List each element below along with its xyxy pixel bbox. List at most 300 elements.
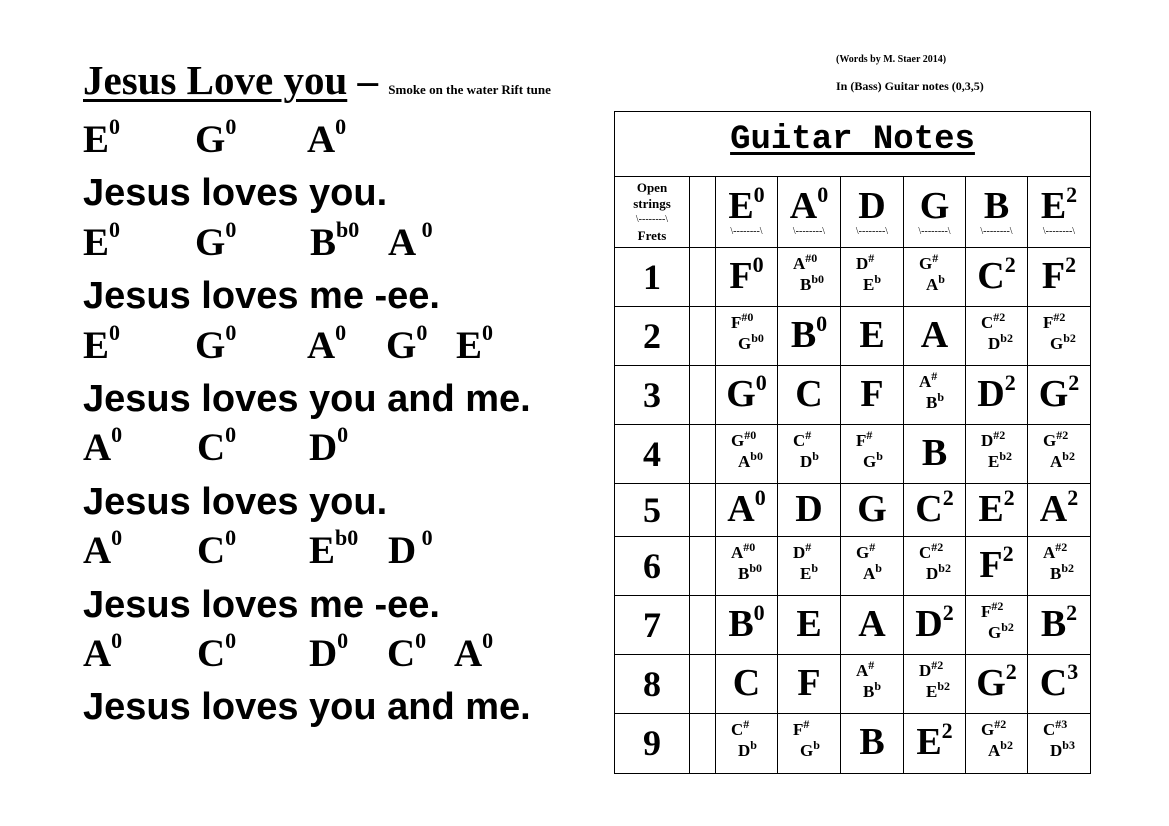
table-cell [778, 484, 841, 536]
fret-note-mark: 2 [1067, 484, 1079, 510]
lyric-line: Jesus loves you. [83, 480, 388, 523]
table-cell [778, 176, 841, 247]
table-cell [690, 537, 716, 595]
chord-letter: D [388, 529, 417, 573]
table-cell [904, 714, 966, 773]
flat-note-letter: E [988, 451, 1000, 471]
open-label-line: strings [633, 196, 671, 211]
sharp-note-letter: A [856, 660, 869, 680]
sharp-note-letter: F [856, 430, 867, 450]
flat-note [926, 389, 945, 413]
fret-note [904, 599, 965, 646]
sharp-note-mark: #2 [1055, 539, 1068, 554]
fret-row [615, 248, 1090, 307]
fret-note-letter: A [858, 602, 886, 645]
fret-divider-text: \--------\ [730, 226, 763, 237]
fret-note [904, 313, 965, 357]
sharp-note-letter: G [981, 719, 995, 739]
fret-note [778, 602, 840, 646]
chord-letter: A [83, 426, 112, 470]
table-cell [778, 655, 841, 713]
open-strings-frets-label [615, 180, 689, 244]
sharp-note [919, 250, 939, 274]
table-title: Guitar Notes [730, 121, 975, 159]
chord [195, 319, 237, 368]
sharp-note-letter: G [856, 542, 870, 562]
table-cell [966, 307, 1028, 365]
chord [388, 525, 433, 573]
table-cell [615, 714, 690, 773]
chord-mark: 0 [109, 216, 121, 242]
sharp-note-letter: F [731, 312, 742, 332]
table-cell [966, 425, 1028, 483]
chord [310, 216, 360, 265]
chord-mark: 0 [225, 422, 237, 448]
table-cell [778, 248, 841, 306]
flat-note-letter: B [926, 392, 938, 412]
open-string-letter: G [919, 185, 950, 227]
fret-note [778, 310, 840, 357]
flat-note-mark: b2 [938, 560, 951, 575]
chord [83, 627, 123, 676]
chord-letter: C [197, 529, 226, 573]
open-string-letter: A [789, 185, 818, 227]
flat-note-mark: b2 [1000, 737, 1013, 752]
flat-note [800, 448, 819, 472]
chord-mark: 0 [111, 627, 123, 653]
lyric-line: Jesus loves you and me. [83, 377, 531, 420]
table-cell [716, 537, 778, 595]
open-string-mark: 2 [1066, 182, 1078, 207]
flat-note-mark: b2 [1001, 619, 1014, 634]
table-cell [615, 425, 690, 483]
fret-note-letter: C [795, 372, 823, 415]
flat-note [738, 330, 764, 354]
fret-note-letter: G [1038, 372, 1069, 415]
table-cell [966, 714, 1028, 773]
open-string-mark: 0 [817, 182, 829, 207]
fret-note-letter: B [790, 313, 817, 356]
flat-note [988, 619, 1014, 643]
chord-mark: 0 [335, 319, 347, 345]
table-cell [690, 655, 716, 713]
flat-note-letter: G [800, 740, 814, 760]
table-cell [904, 537, 966, 595]
fret-note-letter: B [859, 720, 885, 763]
table-cell [1028, 248, 1090, 306]
sharp-note [731, 539, 756, 563]
flat-note [863, 448, 883, 472]
fret-note [966, 369, 1027, 416]
table-cell [615, 537, 690, 595]
flat-note-letter: E [926, 681, 938, 701]
fret-row [615, 655, 1090, 714]
chord-mark: 0 [416, 216, 433, 242]
fret-note [966, 540, 1027, 587]
fret-note [778, 487, 840, 531]
sharp-note-letter: F [1043, 312, 1054, 332]
chord-line [83, 319, 603, 374]
flat-note-mark: b [937, 389, 945, 404]
table-cell [1028, 596, 1090, 654]
table-cell [1028, 714, 1090, 773]
fret-note-letter: F [729, 254, 753, 297]
table-cell [690, 714, 716, 773]
table-cell [966, 484, 1028, 536]
flat-note-letter: A [863, 563, 876, 583]
fret-note-mark: 2 [942, 484, 954, 510]
sharp-note-mark: # [743, 716, 750, 731]
fret-note-mark: 2 [1002, 540, 1014, 566]
fret-note-letter: E [916, 720, 942, 763]
chord-mark: 0 [416, 319, 428, 345]
table-cell [778, 307, 841, 365]
fret-divider-text: \--------\ [792, 226, 826, 237]
table-cell [716, 307, 778, 365]
table-cell [716, 425, 778, 483]
sharp-note [981, 309, 1006, 333]
lyric-line: Jesus loves me -ee. [83, 275, 440, 318]
chord-letter: G [386, 323, 417, 367]
fret-note-mark: 0 [816, 310, 828, 336]
flat-note-letter: A [988, 740, 1001, 760]
sharp-note-mark: #0 [805, 250, 818, 265]
table-cell [841, 537, 904, 595]
table-cell [716, 176, 778, 247]
fret-note-mark: 0 [754, 484, 766, 510]
flat-note-letter: G [738, 333, 752, 353]
fret-note [841, 720, 903, 764]
table-cell [690, 248, 716, 306]
fret-note [841, 487, 903, 531]
chord [386, 319, 428, 368]
flat-note-mark: b0 [750, 448, 763, 463]
table-cell [841, 248, 904, 306]
flat-note-letter: G [863, 451, 877, 471]
fret-note-mark: 0 [755, 369, 767, 395]
chord-mark: 0 [111, 525, 123, 551]
chord [197, 422, 237, 470]
flat-note [1050, 330, 1076, 354]
chord-letter: E [83, 220, 110, 264]
chord-mark: 0 [225, 627, 237, 653]
table-cell [778, 425, 841, 483]
table-cell [615, 655, 690, 713]
chord-line [83, 422, 603, 476]
table-cell [904, 655, 966, 713]
fret-note-letter: A [920, 313, 949, 356]
flat-note-letter: D [1050, 740, 1063, 760]
flat-note-letter: D [800, 451, 813, 471]
flat-note [863, 271, 882, 295]
open-string-mark: 0 [753, 182, 765, 207]
sharp-note [919, 539, 944, 563]
flat-note-letter: A [926, 274, 939, 294]
sharp-note [856, 657, 875, 681]
flat-note [926, 678, 951, 702]
flat-note [926, 271, 945, 295]
table-header-row [615, 176, 1090, 248]
lyric-line: Jesus loves you. [83, 172, 388, 215]
chord-mark: 0 [225, 114, 237, 139]
table-cell [1028, 484, 1090, 536]
chord [309, 525, 359, 573]
sharp-note [731, 716, 750, 740]
sharp-note [919, 368, 938, 392]
open-string-note [716, 184, 777, 228]
table-cell [778, 596, 841, 654]
chord-mark: 0 [482, 627, 494, 653]
fret-number: 4 [643, 433, 661, 474]
fret-note [778, 661, 840, 705]
chord-line [83, 627, 603, 682]
sharp-note-mark: #0 [741, 309, 754, 324]
fret-row [615, 596, 1090, 655]
sharp-note-letter: G [1043, 430, 1057, 450]
sharp-note-mark: #2 [993, 427, 1006, 442]
fret-note-letter: C [915, 487, 943, 530]
fret-note-mark: 2 [1066, 599, 1078, 625]
sharp-note-letter: A [731, 542, 744, 562]
fret-note [1028, 599, 1090, 646]
fret-note-mark: 2 [1065, 251, 1077, 277]
flat-note-mark: b2 [1062, 448, 1075, 463]
fret-number: 8 [643, 663, 661, 704]
chord [307, 319, 347, 368]
sharp-note-mark: # [868, 657, 875, 672]
table-cell [615, 484, 690, 536]
fret-row [615, 714, 1090, 773]
fret-note-letter: F [979, 543, 1003, 586]
table-cell [904, 484, 966, 536]
chord [83, 422, 123, 470]
table-cell [966, 655, 1028, 713]
sharp-note-mark: #2 [994, 716, 1007, 731]
table-cell [841, 655, 904, 713]
fret-note-letter: E [859, 313, 885, 356]
table-cell [1028, 366, 1090, 424]
flat-note-mark: b0 [749, 560, 763, 575]
fret-note-letter: F [1041, 254, 1066, 297]
fret-note [716, 251, 777, 298]
fret-note-letter: E [796, 602, 822, 645]
open-string-letter: D [858, 185, 886, 227]
table-cell [690, 307, 716, 365]
chord-line [83, 216, 603, 271]
sharp-note [981, 427, 1006, 451]
instrument-note: In (Bass) Guitar notes (0,3,5) [836, 79, 984, 93]
fret-note-letter: B [728, 602, 754, 645]
chord-mark: 0 [109, 319, 121, 345]
fret-note-letter: C [977, 254, 1005, 297]
sharp-note [731, 309, 754, 333]
chord-letter: E [83, 323, 110, 367]
flat-note-mark: b [874, 678, 882, 693]
sharp-note-letter: F [981, 601, 992, 621]
chord [83, 525, 123, 573]
fret-note-letter: F [797, 661, 821, 704]
flat-note [1050, 560, 1075, 584]
chord [83, 319, 121, 368]
flat-note-letter: B [1050, 563, 1062, 583]
sharp-note-letter: C [793, 430, 806, 450]
chord-letter: C [197, 631, 226, 675]
flat-note-mark: b3 [1062, 737, 1075, 752]
table-cell [778, 714, 841, 773]
sharp-note-mark: # [932, 250, 939, 265]
sharp-note-mark: # [803, 716, 810, 731]
flat-note [738, 560, 763, 584]
flat-note-mark: b2 [1000, 330, 1013, 345]
fret-number: 7 [643, 604, 661, 645]
chord-letter: G [195, 323, 226, 367]
sharp-note [793, 427, 812, 451]
table-cell [966, 176, 1028, 247]
table-cell [1028, 537, 1090, 595]
sharp-note-mark: # [869, 539, 876, 554]
flat-note-mark: b [750, 737, 757, 752]
chord-letter: G [195, 220, 226, 264]
table-cell [778, 366, 841, 424]
chord-mark: 0 [416, 525, 433, 551]
flat-note-mark: b2 [1061, 560, 1075, 575]
table-cell [716, 596, 778, 654]
fret-note-mark: 0 [753, 599, 765, 625]
flat-note [988, 737, 1013, 761]
table-cell [841, 176, 904, 247]
fret-row [615, 425, 1090, 484]
fret-note-mark: 2 [1004, 369, 1016, 395]
flat-note-mark: b [812, 448, 819, 463]
chord [197, 525, 237, 573]
fret-note-letter: G [726, 372, 756, 415]
chord [83, 114, 121, 162]
flat-note-letter: E [863, 274, 875, 294]
sharp-note [1043, 309, 1066, 333]
fret-number: 9 [643, 722, 661, 763]
fret-note-letter: A [1039, 487, 1068, 530]
sharp-note [731, 427, 757, 451]
song-sheet [83, 114, 603, 734]
fret-note [778, 372, 840, 416]
fret-note-letter: D [977, 372, 1005, 415]
fret-number: 6 [643, 545, 661, 586]
fret-number: 3 [643, 374, 661, 415]
song-title-line [83, 56, 551, 104]
fret-note [966, 251, 1027, 298]
fret-note [841, 313, 903, 357]
chord-letter: E [83, 118, 110, 161]
flat-note [738, 737, 757, 761]
open-label-line: Open [636, 180, 668, 195]
fret-row [615, 484, 1090, 537]
sharp-note-mark: #2 [993, 309, 1006, 324]
fret-note-mark: 0 [752, 251, 764, 277]
chord-letter: C [197, 426, 226, 470]
flat-note-letter: E [800, 563, 812, 583]
title-dash: – [357, 57, 379, 103]
table-cell [716, 484, 778, 536]
fret-note-mark: 2 [1003, 484, 1015, 510]
fret-note [1028, 369, 1090, 416]
sharp-note-letter: A [793, 253, 806, 273]
fret-number: 1 [643, 256, 661, 297]
chord-letter: B [310, 220, 337, 264]
flat-note-mark: b [938, 271, 945, 286]
chord-letter: A [83, 631, 112, 675]
chord [309, 627, 349, 676]
sharp-note [919, 657, 944, 681]
table-cell [690, 366, 716, 424]
sharp-note-letter: A [1043, 542, 1056, 562]
table-cell [690, 596, 716, 654]
fret-note-letter: C [1039, 661, 1068, 704]
flat-note [863, 678, 882, 702]
table-cell [904, 248, 966, 306]
chord-letter: A [83, 529, 112, 573]
flat-note-letter: A [1050, 451, 1063, 471]
table-cell [615, 248, 690, 306]
fret-note [716, 484, 777, 531]
sharp-note-letter: D [856, 253, 869, 273]
fret-divider-text: \--------\ [918, 226, 951, 237]
fret-row [615, 366, 1090, 425]
fret-divider-text: \--------\ [980, 226, 1013, 237]
open-label-line: Frets [637, 228, 667, 243]
chord-mark: b0 [335, 525, 359, 551]
flat-note-mark: b [874, 271, 882, 286]
fret-divider-text: \--------\ [855, 226, 889, 237]
sharp-note-mark: #2 [931, 539, 944, 554]
flat-note-letter: G [988, 622, 1002, 642]
fret-note-letter: G [857, 487, 887, 530]
sharp-note-letter: C [731, 719, 744, 739]
fret-divider-text: \--------\ [1042, 226, 1076, 237]
fret-note-letter: D [915, 602, 943, 645]
table-cell [904, 596, 966, 654]
chord-mark: 0 [225, 319, 237, 345]
chord-letter: D [309, 426, 338, 470]
sharp-note-letter: G [919, 253, 933, 273]
fret-note-letter: E [978, 487, 1004, 530]
chord-mark: 0 [335, 114, 347, 139]
sharp-note-letter: C [919, 542, 932, 562]
chord [454, 627, 494, 676]
flat-note-letter: D [926, 563, 939, 583]
table-title-row [615, 112, 1090, 177]
fret-note-letter: C [732, 661, 761, 704]
fret-note-mark: 2 [1005, 658, 1017, 684]
table-cell [904, 307, 966, 365]
flat-note [1050, 448, 1075, 472]
fret-note-letter: B [921, 431, 948, 474]
sharp-note [1043, 539, 1068, 563]
fret-note-mark: 3 [1067, 658, 1079, 684]
flat-note-letter: D [988, 333, 1001, 353]
flat-note-mark: b0 [811, 271, 825, 286]
chord [456, 319, 494, 368]
guitar-notes-table [614, 111, 1091, 774]
fret-note-mark: 2 [1004, 251, 1016, 277]
flat-note-letter: B [738, 563, 750, 583]
chord [387, 627, 427, 676]
sharp-note-letter: G [731, 430, 745, 450]
sharp-note [856, 539, 876, 563]
chord [309, 422, 349, 470]
table-cell [841, 307, 904, 365]
sharp-note-mark: # [931, 368, 938, 383]
fret-note-mark: 2 [1068, 369, 1080, 395]
